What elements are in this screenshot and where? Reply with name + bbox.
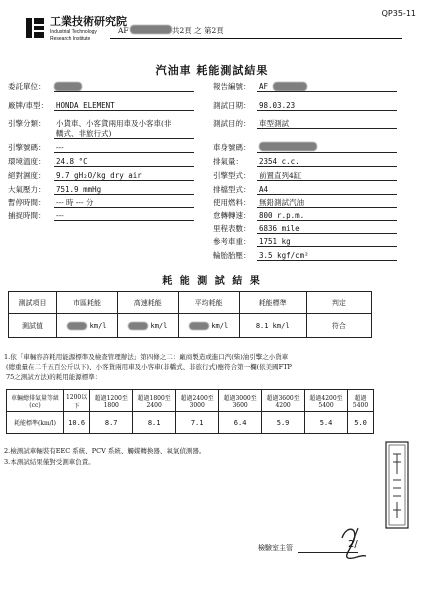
table-cell: 超過1200至1800 [90, 390, 133, 412]
field-label: 報告編號： [213, 82, 251, 91]
table-cell: 符合 [306, 314, 371, 338]
table-cell: 10.6 [64, 412, 90, 434]
table-cell: 8.1 [133, 412, 176, 434]
column-header: 耗能標準 [239, 292, 306, 314]
redacted-vin [259, 142, 317, 151]
field-value: 800 r.p.m. [259, 211, 305, 220]
table-row [7, 390, 374, 412]
field-value: A4 [259, 185, 269, 194]
field-value: 751.9 mmHg [56, 185, 102, 194]
signature-initials: 2/ [348, 539, 358, 550]
field-value: 6836 mile [259, 224, 300, 233]
field-label: 絕對濕度： [8, 171, 46, 180]
redacted-client [54, 82, 82, 91]
table-cell: km/l [57, 314, 118, 338]
table-cell: 5.4 [305, 412, 348, 434]
org-name-en-1: Industrial Technology [50, 29, 97, 35]
itri-logo [24, 16, 46, 44]
table-cell: 6.4 [219, 412, 262, 434]
table-row [9, 314, 372, 338]
field-label: 捕捉時間： [8, 211, 46, 220]
table-cell: 5.9 [262, 412, 305, 434]
row-label: 耗能標準(km/l) [7, 412, 64, 434]
signature-label: 檢驗室主管 [258, 544, 293, 552]
field-value: 24.8 °C [56, 157, 88, 166]
field-label: 引擎分類： [8, 119, 46, 128]
note-2: 2.檢測試車輛裝有EEC 系統、PCV 系統、觸媒轉換器、氧氣偵測器。 [4, 447, 206, 455]
field-value: 1751 kg [259, 237, 291, 246]
page-title: 汽油車 耗能測試結果 [155, 64, 269, 77]
table-cell: 超過4200至5400 [305, 390, 348, 412]
field-label: 輪胎胎壓： [213, 251, 251, 260]
field-value: AF [259, 82, 269, 91]
seal-stamp [384, 440, 410, 530]
field-label: 車身號碼： [213, 143, 251, 152]
table-cell: 7.1 [176, 412, 219, 434]
field-value: 無鉛測試汽油 [259, 198, 304, 207]
field-value: 2354 c.c. [259, 157, 300, 166]
table-cell: 超過2400至3000 [176, 390, 219, 412]
field-label: 委託單位： [8, 82, 46, 91]
page-indicator: 共2頁 之 第2頁 [172, 26, 224, 35]
table-cell: 1200以下 [64, 390, 90, 412]
column-header: 高速耗能 [117, 292, 178, 314]
org-name-en-2: Research Institute [50, 36, 91, 42]
table-cell: 8.1 km/l [239, 314, 306, 338]
column-header: 判定 [306, 292, 371, 314]
field-label: 怠轉轉速： [213, 211, 251, 220]
note-3: 3.本測試結果僅對受測車負責。 [4, 458, 95, 466]
row-label: 測試值 [9, 314, 57, 338]
field-label: 排檔型式： [213, 185, 251, 194]
field-label: 暫停時間： [8, 198, 46, 207]
field-value: --- [56, 211, 64, 220]
note-1-line2: (總重量在二千五百公斤以下)、小客貨兩用車及小客車(非轎式、非旅行式)應符合第一欄(依美國FTP [6, 363, 292, 371]
table-cell: 8.7 [90, 412, 133, 434]
table-cell: 超過5400 [348, 390, 374, 412]
table-cell: 超過3000至3600 [219, 390, 262, 412]
field-label: 引擎型式： [213, 171, 251, 180]
field-label: 引擎號碼： [8, 143, 46, 152]
standards-table [6, 389, 374, 434]
row-label: 車輛總排氣量等級(cc) [7, 390, 64, 412]
field-value: 前置直列4缸 [259, 171, 302, 180]
column-header: 測試項目 [9, 292, 57, 314]
field-value: --- 時 --- 分 [56, 198, 94, 207]
field-value: 車型測試 [259, 119, 289, 128]
field-label: 參考車重： [213, 237, 251, 246]
table-cell: km/l [178, 314, 239, 338]
field-label: 排氣量： [213, 157, 243, 166]
field-label: 里程表數： [213, 224, 251, 233]
field-label: 環境溫度： [8, 157, 46, 166]
table-header-row [9, 292, 372, 314]
note-1: 1.依「車輛容許耗用能源標準及檢查管理辦法」第四條之二：廠商製造或進口汽(柴)油引擎之小貨車 [4, 353, 289, 361]
org-name: 工業技術研究院 [50, 15, 127, 28]
field-value: --- [56, 143, 64, 152]
field-label: 使用燃料： [213, 198, 251, 207]
field-value: 9.7 gH₂O/kg dry air [56, 171, 142, 180]
table-cell: 超過1800至2400 [133, 390, 176, 412]
field-value: 98.03.23 [259, 101, 296, 110]
redacted-report-number [273, 82, 307, 91]
table-cell: 超過3600至4200 [262, 390, 305, 412]
field-value-line2: 轎式、非旅行式) [56, 129, 112, 138]
header-rule [110, 38, 402, 39]
document-code: QP35-11 [381, 9, 416, 18]
results-title: 耗 能 測 試 結 果 [162, 276, 262, 287]
note-1-line3: 75之測試方法)的耗用能源標準： [6, 373, 102, 381]
field-value: 3.5 kgf/cm² [259, 251, 309, 260]
field-value: 小貨車、小客貨兩用車及小客車(非 [56, 119, 172, 128]
report-prefix: AF [118, 26, 129, 35]
column-header: 市區耗能 [57, 292, 118, 314]
table-row [7, 412, 374, 434]
table-cell: km/l [117, 314, 178, 338]
field-label: 測試日期： [213, 101, 251, 110]
field-label: 廠牌/車型： [8, 101, 49, 110]
redacted-report-number [130, 25, 172, 34]
field-label: 測試目的： [213, 119, 251, 128]
field-value: HONDA ELEMENT [56, 101, 115, 110]
results-table [8, 291, 372, 338]
column-header: 平均耗能 [178, 292, 239, 314]
table-cell: 5.0 [348, 412, 374, 434]
field-label: 大氣壓力： [8, 185, 46, 194]
